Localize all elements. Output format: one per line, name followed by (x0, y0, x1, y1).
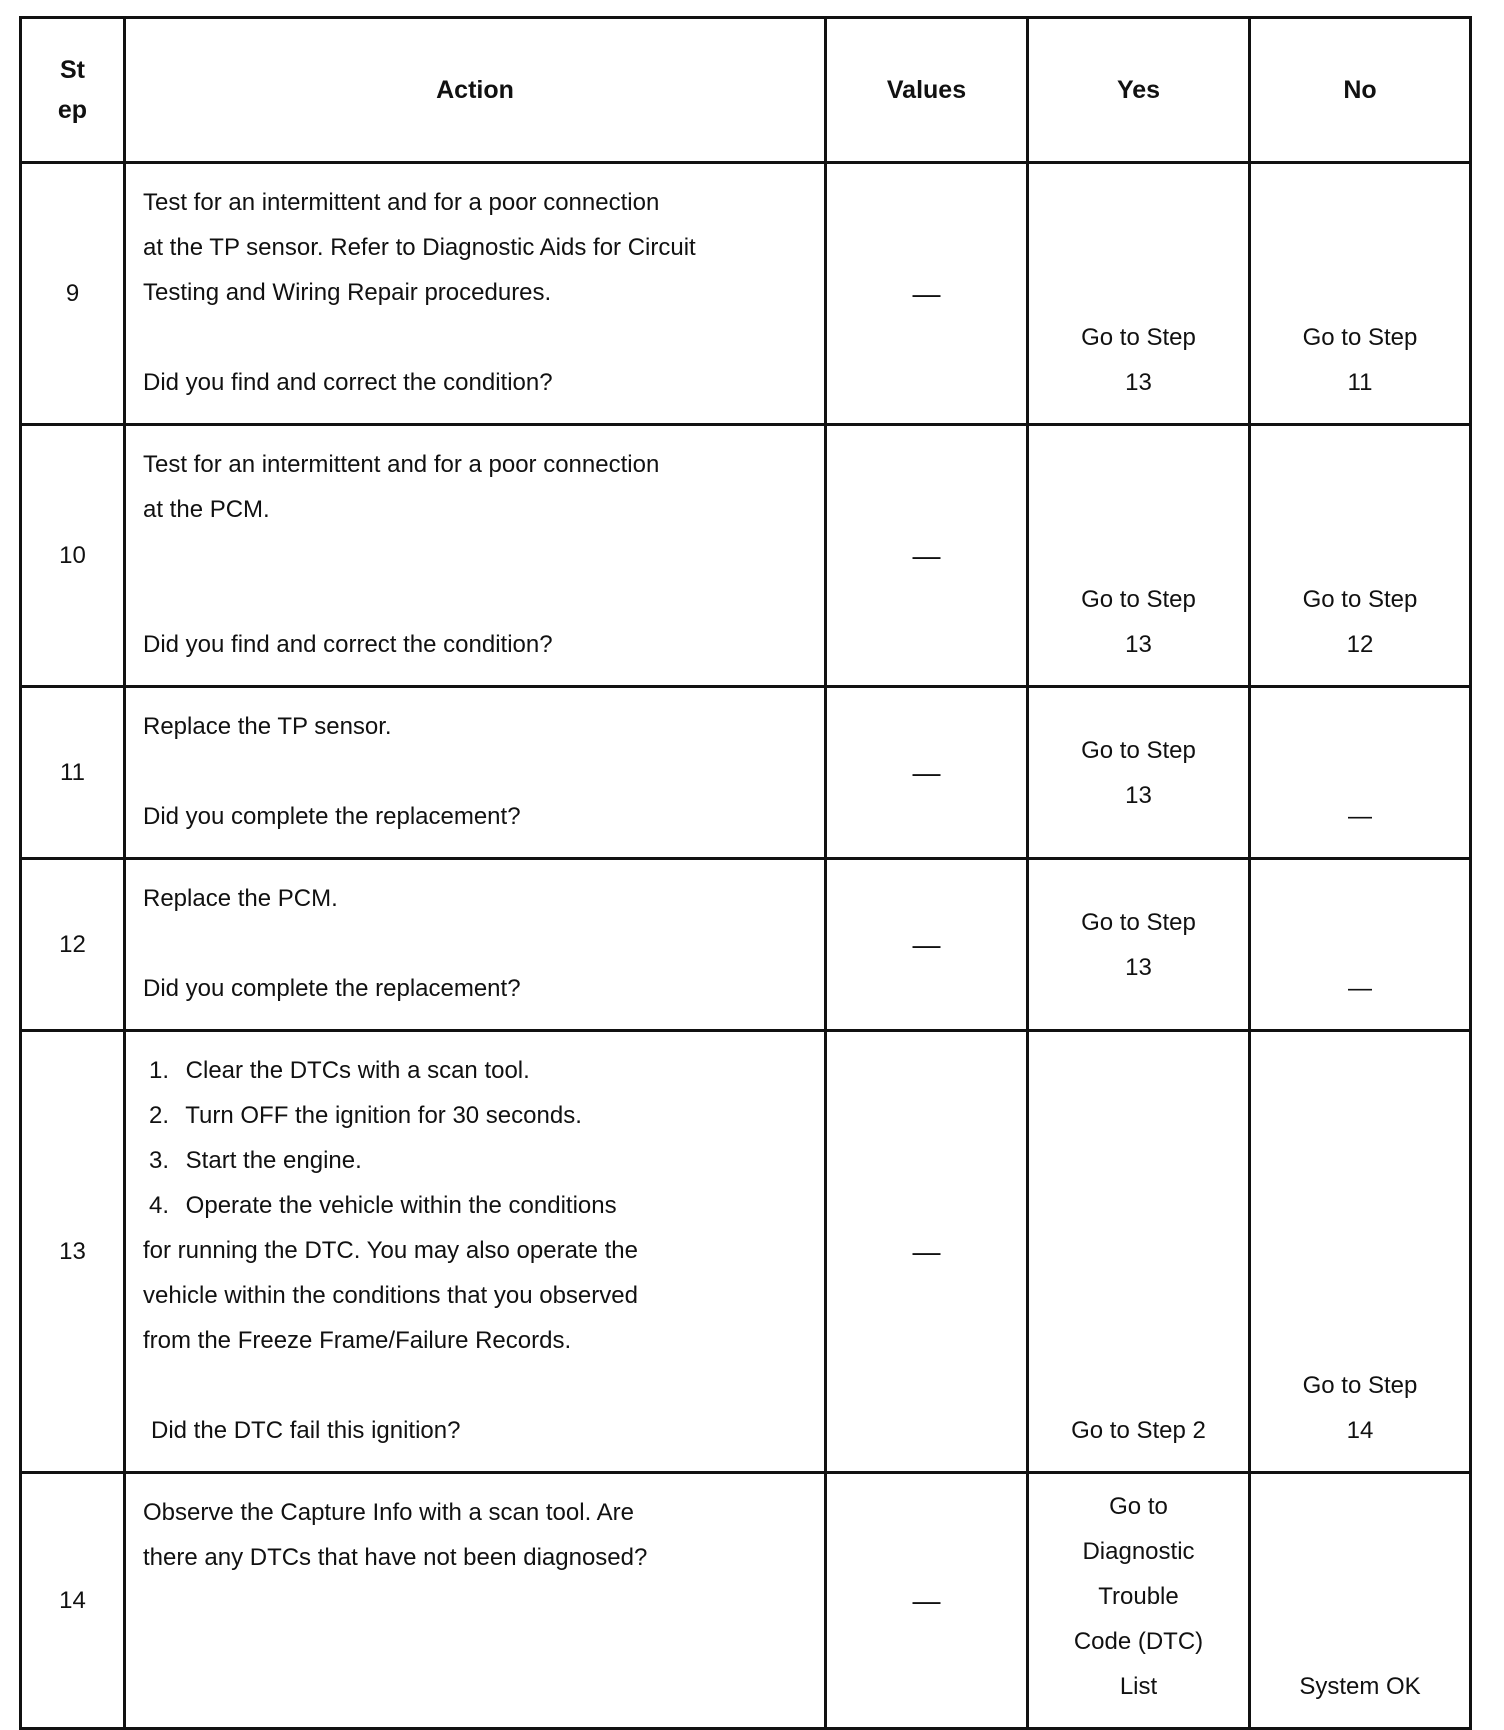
table-row (21, 859, 1471, 1031)
action-line: Test for an intermittent and for a poor connection (143, 451, 660, 478)
action-line: at the TP sensor. Refer to Diagnostic Aids for Circuit (143, 234, 696, 261)
list-item (143, 1183, 806, 1228)
list-item-text: Operate the vehicle within the conditions (185, 1192, 617, 1219)
list-item-number: 4. (149, 1192, 170, 1219)
step-number: 14 (21, 1473, 125, 1729)
step-number: 11 (21, 687, 125, 859)
values-cell: — (826, 859, 1028, 1031)
action-cell (125, 687, 826, 859)
yes-line: 13 (1125, 781, 1152, 809)
no-cell (1250, 687, 1471, 859)
list-item (143, 1048, 806, 1093)
header-values: Values (826, 18, 1028, 163)
step-number: 9 (21, 163, 125, 425)
yes-line: Go to Step 2 (1071, 1417, 1206, 1444)
no-line: Go to Step (1302, 1372, 1418, 1399)
yes-line: Diagnostic (1082, 1538, 1195, 1565)
table-row (21, 1473, 1471, 1729)
values-cell: — (826, 425, 1028, 687)
values-cell: — (826, 1031, 1028, 1473)
procedure-list (143, 1048, 806, 1228)
action-line: for running the DTC. You may also operate the (143, 1237, 638, 1264)
yes-line: Go to Step (1081, 908, 1196, 936)
no-line: 14 (1346, 1417, 1374, 1444)
table-row (21, 687, 1471, 859)
no-line: 11 (1347, 369, 1373, 396)
action-line: Test for an intermittent and for a poor connection (143, 189, 660, 216)
action-cell (125, 425, 826, 687)
step-number: 10 (21, 425, 125, 687)
list-item-number: 2. (149, 1102, 170, 1129)
yes-line: List (1119, 1673, 1158, 1700)
list-item (143, 1138, 806, 1183)
values-cell: — (826, 1473, 1028, 1729)
yes-cell (1028, 859, 1250, 1031)
action-question: Did you complete the replacement? (143, 803, 521, 830)
header-step (21, 18, 125, 163)
action-question: Did you complete the replacement? (143, 975, 521, 1002)
table-row (21, 425, 1471, 687)
yes-cell (1028, 163, 1250, 425)
header-action: Action (125, 18, 826, 163)
header-step-line1: St (60, 56, 85, 84)
yes-line: Go to Step (1081, 586, 1196, 613)
values-cell: — (826, 163, 1028, 425)
yes-line: Code (DTC) (1073, 1628, 1204, 1655)
action-cell (125, 859, 826, 1031)
action-line: Observe the Capture Info with a scan tool. Are (143, 1499, 634, 1526)
action-question: Did you find and correct the condition? (143, 631, 553, 658)
no-line: — (1348, 975, 1372, 1002)
yes-line: Go to (1109, 1493, 1168, 1520)
yes-line: 13 (1125, 369, 1152, 396)
no-line: Go to Step (1302, 586, 1418, 613)
diagnostic-table-frame (19, 16, 1472, 1730)
yes-line: Trouble (1098, 1583, 1179, 1610)
yes-line: Go to Step (1081, 324, 1196, 351)
no-cell (1250, 163, 1471, 425)
action-cell (125, 1473, 826, 1729)
yes-cell (1028, 425, 1250, 687)
header-no: No (1250, 18, 1471, 163)
list-item-number: 3. (149, 1147, 170, 1174)
yes-cell (1028, 687, 1250, 859)
no-cell (1250, 859, 1471, 1031)
step-number: 13 (21, 1031, 125, 1473)
action-cell (125, 1031, 826, 1473)
action-line: from the Freeze Frame/Failure Records. (143, 1327, 572, 1354)
no-cell (1250, 1473, 1471, 1729)
list-item-text: Clear the DTCs with a scan tool. (185, 1057, 530, 1084)
list-item (143, 1093, 806, 1138)
header-row (21, 18, 1471, 163)
action-line: vehicle within the conditions that you observed (143, 1282, 638, 1309)
action-question: Did you find and correct the condition? (143, 369, 553, 396)
diagnostic-table (19, 16, 1472, 1730)
yes-cell (1028, 1031, 1250, 1473)
action-line: Replace the PCM. (143, 885, 338, 912)
no-line: — (1348, 803, 1372, 830)
no-line: System OK (1299, 1673, 1421, 1700)
yes-line: Go to Step (1081, 736, 1196, 764)
list-item-text: Turn OFF the ignition for 30 seconds. (185, 1102, 582, 1129)
action-cell (125, 163, 826, 425)
table-row (21, 1031, 1471, 1473)
list-item-number: 1. (149, 1057, 170, 1084)
table-row (21, 163, 1471, 425)
no-cell (1250, 1031, 1471, 1473)
yes-line: 13 (1125, 631, 1152, 658)
no-line: Go to Step (1302, 324, 1418, 351)
yes-cell (1028, 1473, 1250, 1729)
step-number: 12 (21, 859, 125, 1031)
action-line: Testing and Wiring Repair procedures. (143, 279, 552, 306)
header-step-line2: ep (57, 96, 88, 124)
action-question: Did the DTC fail this ignition? (151, 1417, 461, 1444)
no-line: 12 (1346, 631, 1374, 658)
values-cell: — (826, 687, 1028, 859)
action-line: there any DTCs that have not been diagnosed? (143, 1544, 648, 1571)
header-yes: Yes (1028, 18, 1250, 163)
yes-line: 13 (1125, 953, 1152, 981)
list-item-text: Start the engine. (185, 1147, 362, 1174)
action-line: Replace the TP sensor. (143, 713, 392, 740)
no-cell (1250, 425, 1471, 687)
action-line: at the PCM. (143, 496, 270, 523)
